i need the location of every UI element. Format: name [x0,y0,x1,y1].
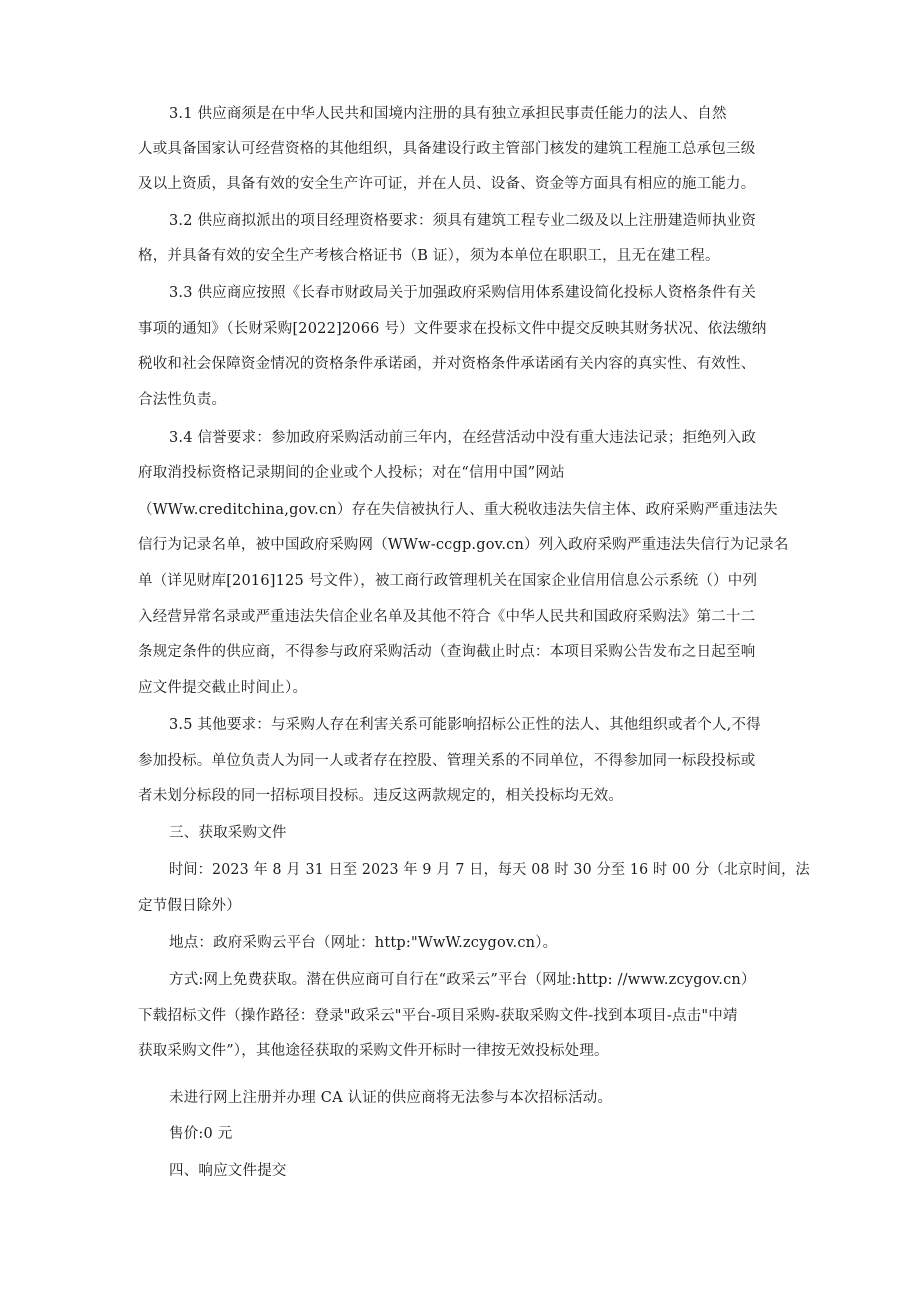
time-line-2: 定节假日除外） [138,898,241,914]
para-3-4-line-5: 单（详见财库[2016]125 号文件），被工商行政管理机关在国家企业信用信息公示系统（）中列 [138,573,758,589]
para-3-3-line-4: 合法性负责。 [138,392,227,408]
para-3-4-line-1: 3.4 信誉要求：参加政府采购活动前三年内，在经营活动中没有重大违法记录；拒绝列入政 [169,430,757,446]
para-3-5-line-3: 者未划分标段的同一招标项目投标。违反这两款规定的，相关投标均无效。 [138,788,624,804]
para-3-3-line-1: 3.3 供应商应按照《长春市财政局关于加强政府采购信用体系建设简化投标人资格条件有关 [169,285,757,301]
para-3-5-line-1: 3.5 其他要求：与采购人存在利害关系可能影响招标公正性的法人、其他组织或者个人,不得 [169,717,761,733]
section-heading-4: 四、响应文件提交 [169,1163,287,1179]
ca-notice-line: 未进行网上注册并办理 CA 认证的供应商将无法参与本次招标活动。 [169,1090,613,1106]
para-3-1-line-1: 3.1 供应商须是在中华人民共和国境内注册的具有独立承担民事责任能力的法人、自然 [169,106,727,122]
para-3-4-line-2: 府取消投标资格记录期间的企业或个人投标；对在“信用中国”网站 [138,465,565,481]
time-line-1: 时间：2023 年 8 月 31 日至 2023 年 9 月 7 日，每天 08 时 30 分至 16 时 00 分（北京时间，法 [169,862,810,878]
para-3-4-line-7: 条规定条件的供应商，不得参与政府采购活动（查询截止时点：本项目采购公告发布之日起至响 [138,644,756,660]
method-line-1: 方式:网上免费获取。潜在供应商可自行在“政采云”平台（网址:http: //www.zcygov.cn） [169,972,756,988]
method-line-3: 获取采购文件”），其他途径获取的采购文件开标时一律按无效投标处理。 [138,1043,609,1059]
para-3-3-line-2: 事项的通知》（长财采购[2022]2066 号）文件要求在投标文件中提交反映其财务状况、依法缴纳 [138,321,767,337]
para-3-1-line-3: 及以上资质，具备有效的安全生产许可证，并在人员、设备、资金等方面具有相应的施工能力。 [138,176,756,192]
para-3-2-line-2: 格，并具备有效的安全生产考核合格证书（B 证），须为本单位在职职工，且无在建工程。 [138,248,720,264]
method-line-2: 下载招标文件（操作路径：登录"政采云"平台-项目采购-获取采购文件-找到本项目-点击"中靖 [138,1008,738,1024]
para-3-1-line-2: 人或具备国家认可经营资格的其他组织，具备建设行政主管部门核发的建筑工程施工总承包三级 [138,141,756,157]
section-heading-3: 三、获取采购文件 [169,825,287,841]
para-3-2-line-1: 3.2 供应商拟派出的项目经理资格要求：须具有建筑工程专业二级及以上注册建造师执业资 [169,213,757,229]
para-3-4-line-8: 应文件提交截止时间止）。 [138,680,308,696]
price-line: 售价:0 元 [169,1126,233,1142]
para-3-4-line-6: 入经营异常名录或严重违法失信企业名单及其他不符合《中华人民共和国政府采购法》第二十二 [138,609,756,625]
location-line: 地点：政府采购云平台（网址：http:"WwW.zcygov.cn）。 [169,935,558,951]
para-3-4-line-4: 信行为记录名单，被中国政府采购网（WWw-ccgp.gov.cn）列入政府采购严重违法失信行为记录名 [138,537,789,553]
para-3-5-line-2: 参加投标。单位负责人为同一人或者存在控股、管理关系的不同单位，不得参加同一标段投标或 [138,753,756,769]
para-3-3-line-3: 税收和社会保障资金情况的资格条件承诺函，并对资格条件承诺函有关内容的真实性、有效性、 [138,356,756,372]
para-3-4-line-3: （WWw.creditchina,gov.cn）存在失信被执行人、重大税收违法失信主体、政府采购严重违法失 [138,502,778,518]
